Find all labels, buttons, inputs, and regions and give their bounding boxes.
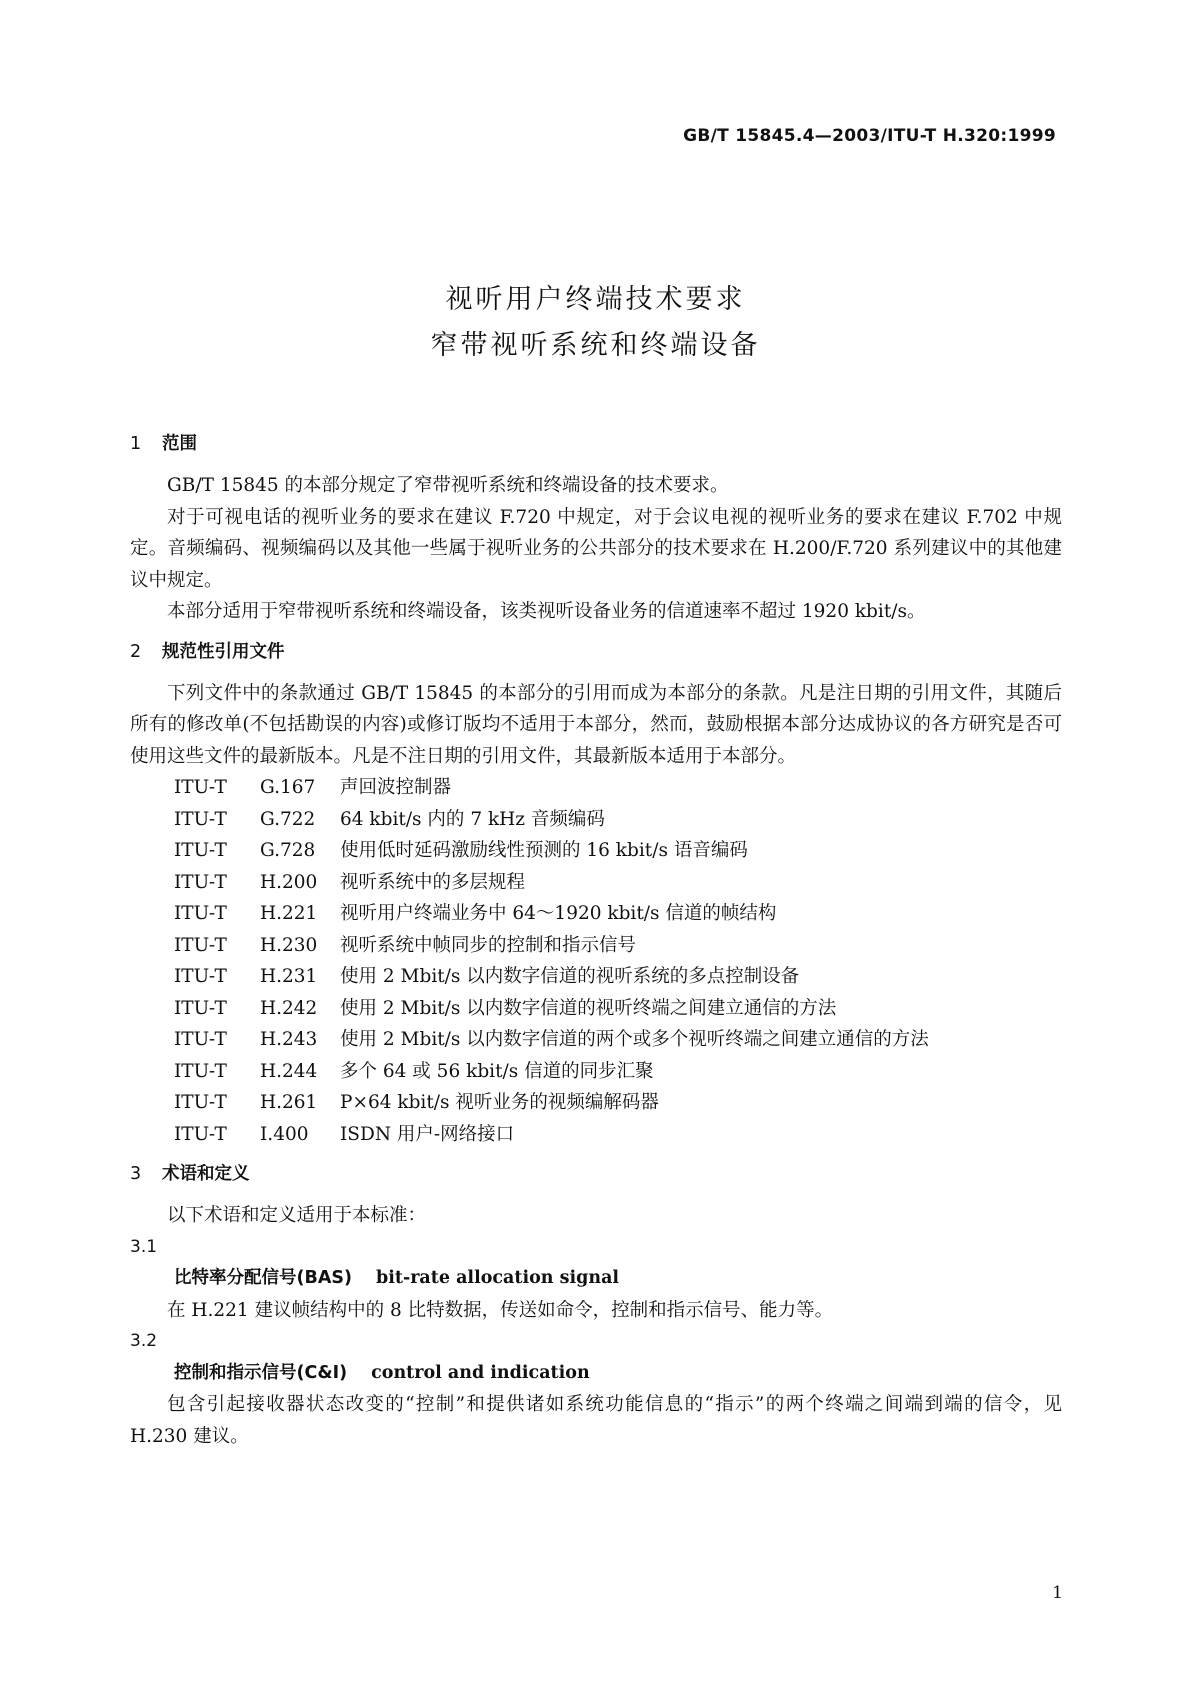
reference-item <box>130 835 1062 867</box>
reference-title: P×64 kbit/s 视听业务的视频编解码器 <box>340 1092 659 1113</box>
reference-title: 声回波控制器 <box>340 777 452 798</box>
reference-title: 使用 2 Mbit/s 以内数字信道的两个或多个视听终端之间建立通信的方法 <box>340 1029 929 1050</box>
section-2-heading <box>130 638 1062 666</box>
document-title-line-1: 视听用户终端技术要求 <box>445 284 746 315</box>
reference-code: G.167 <box>260 777 316 798</box>
reference-org: ITU-T <box>174 1123 227 1145</box>
reference-code: I.400 <box>260 1123 309 1145</box>
reference-code: H.231 <box>260 966 318 987</box>
reference-org: ITU-T <box>174 840 227 861</box>
reference-org: ITU-T <box>174 966 227 987</box>
section-1-title: 范围 <box>162 434 197 454</box>
reference-org: ITU-T <box>174 1029 227 1050</box>
section-3-heading <box>130 1160 1062 1188</box>
reference-item <box>130 1087 1062 1119</box>
reference-item <box>130 772 1062 804</box>
reference-code: H.221 <box>260 903 318 924</box>
reference-list <box>130 772 1062 1150</box>
reference-org: ITU-T <box>174 1092 227 1113</box>
document-body <box>130 434 1062 1452</box>
reference-title: 使用 2 Mbit/s 以内数字信道的视听终端之间建立通信的方法 <box>340 997 837 1019</box>
section-1-paragraph: 本部分适用于窄带视听系统和终端设备，该类视听设备业务的信道速率不超过 1920 kbit/s。 <box>167 601 926 622</box>
reference-item <box>130 867 1062 899</box>
clause-number: 3.2 <box>130 1331 158 1351</box>
reference-code: H.244 <box>260 1060 318 1082</box>
reference-title: 视听系统中帧同步的控制和指示信号 <box>340 934 637 956</box>
page-number: 1 <box>1052 1583 1063 1603</box>
reference-org: ITU-T <box>174 871 227 893</box>
section-1-paragraph: 对于可视电话的视听业务的要求在建议 F.720 中规定，对于会议电视的视听业务的要求在建议 F.702 中规定。音频编码、视频编码以及其他一些属于视听业务的公共部分的技术要求在 H.200/F.720 系列建议中的其他建议中规定。 <box>130 506 1062 591</box>
section-2-intro: 下列文件中的条款通过 GB/T 15845 的本部分的引用而成为本部分的条款。凡是注日期的引用文件，其随后所有的修改单(不包括勘误的内容)或修订版均不适用于本部分，然而，鼓励根据本部分达成协议的各方研究是否可使用这些文件的最新版本。凡是不注日期的引用文件，其最新版本适用于本部分。 <box>130 682 1062 767</box>
term-heading <box>130 1358 1062 1390</box>
term-definition: 在 H.221 建议帧结构中的 8 比特数据，传送如命令，控制和指示信号、能力等。 <box>167 1299 834 1321</box>
section-2-number: 2 <box>130 641 142 662</box>
reference-title: 64 kbit/s 内的 7 kHz 音频编码 <box>340 808 605 830</box>
reference-item <box>130 961 1062 993</box>
reference-title: 视听系统中的多层规程 <box>340 871 526 893</box>
standard-code: GB/T 15845.4—2003/ITU-T H.320:1999 <box>683 126 1056 146</box>
reference-code: H.200 <box>260 871 318 893</box>
section-1-paragraph: GB/T 15845 的本部分规定了窄带视听系统和终端设备的技术要求。 <box>167 475 729 496</box>
reference-org: ITU-T <box>174 903 227 924</box>
reference-item <box>130 993 1062 1025</box>
term-english: control and indication <box>371 1362 590 1383</box>
reference-org: ITU-T <box>174 997 227 1019</box>
term-chinese: 控制和指示信号(C&I) <box>174 1362 348 1383</box>
section-1-heading <box>130 430 1062 458</box>
reference-code: G.728 <box>260 840 316 861</box>
reference-item <box>130 1056 1062 1088</box>
section-2-title: 规范性引用文件 <box>162 641 285 662</box>
term-chinese: 比特率分配信号(BAS) <box>174 1268 352 1288</box>
reference-item <box>130 930 1062 962</box>
reference-title: 多个 64 或 56 kbit/s 信道的同步汇聚 <box>340 1060 654 1082</box>
section-3-title: 术语和定义 <box>162 1164 250 1184</box>
term-english: bit-rate allocation signal <box>375 1268 620 1288</box>
reference-org: ITU-T <box>174 934 227 956</box>
reference-code: H.242 <box>260 997 318 1019</box>
reference-title: 视听用户终端业务中 64～1920 kbit/s 信道的帧结构 <box>340 903 777 924</box>
reference-item <box>130 1119 1062 1151</box>
reference-code: G.722 <box>260 808 316 830</box>
section-3-number: 3 <box>130 1164 142 1184</box>
reference-org: ITU-T <box>174 808 227 830</box>
reference-item <box>130 804 1062 836</box>
reference-title: 使用 2 Mbit/s 以内数字信道的视听系统的多点控制设备 <box>340 966 800 987</box>
section-3-intro: 以下术语和定义适用于本标准： <box>167 1205 427 1226</box>
reference-org: ITU-T <box>174 777 227 798</box>
reference-code: H.230 <box>260 934 318 956</box>
reference-item <box>130 898 1062 930</box>
reference-title: ISDN 用户-网络接口 <box>340 1123 515 1145</box>
reference-code: H.243 <box>260 1029 318 1050</box>
reference-title: 使用低时延码激励线性预测的 16 kbit/s 语音编码 <box>340 840 748 861</box>
reference-code: H.261 <box>260 1092 318 1113</box>
term-definition: 包含引起接收器状态改变的“控制”和提供诸如系统功能信息的“指示”的两个终端之间端到端的信令，见 H.230 建议。 <box>130 1394 1062 1447</box>
document-title-line-2: 窄带视听系统和终端设备 <box>430 330 761 361</box>
reference-item <box>130 1024 1062 1056</box>
term-heading <box>130 1263 1062 1295</box>
section-1-number: 1 <box>130 434 142 454</box>
clause-number: 3.1 <box>130 1236 158 1257</box>
reference-org: ITU-T <box>174 1060 227 1082</box>
